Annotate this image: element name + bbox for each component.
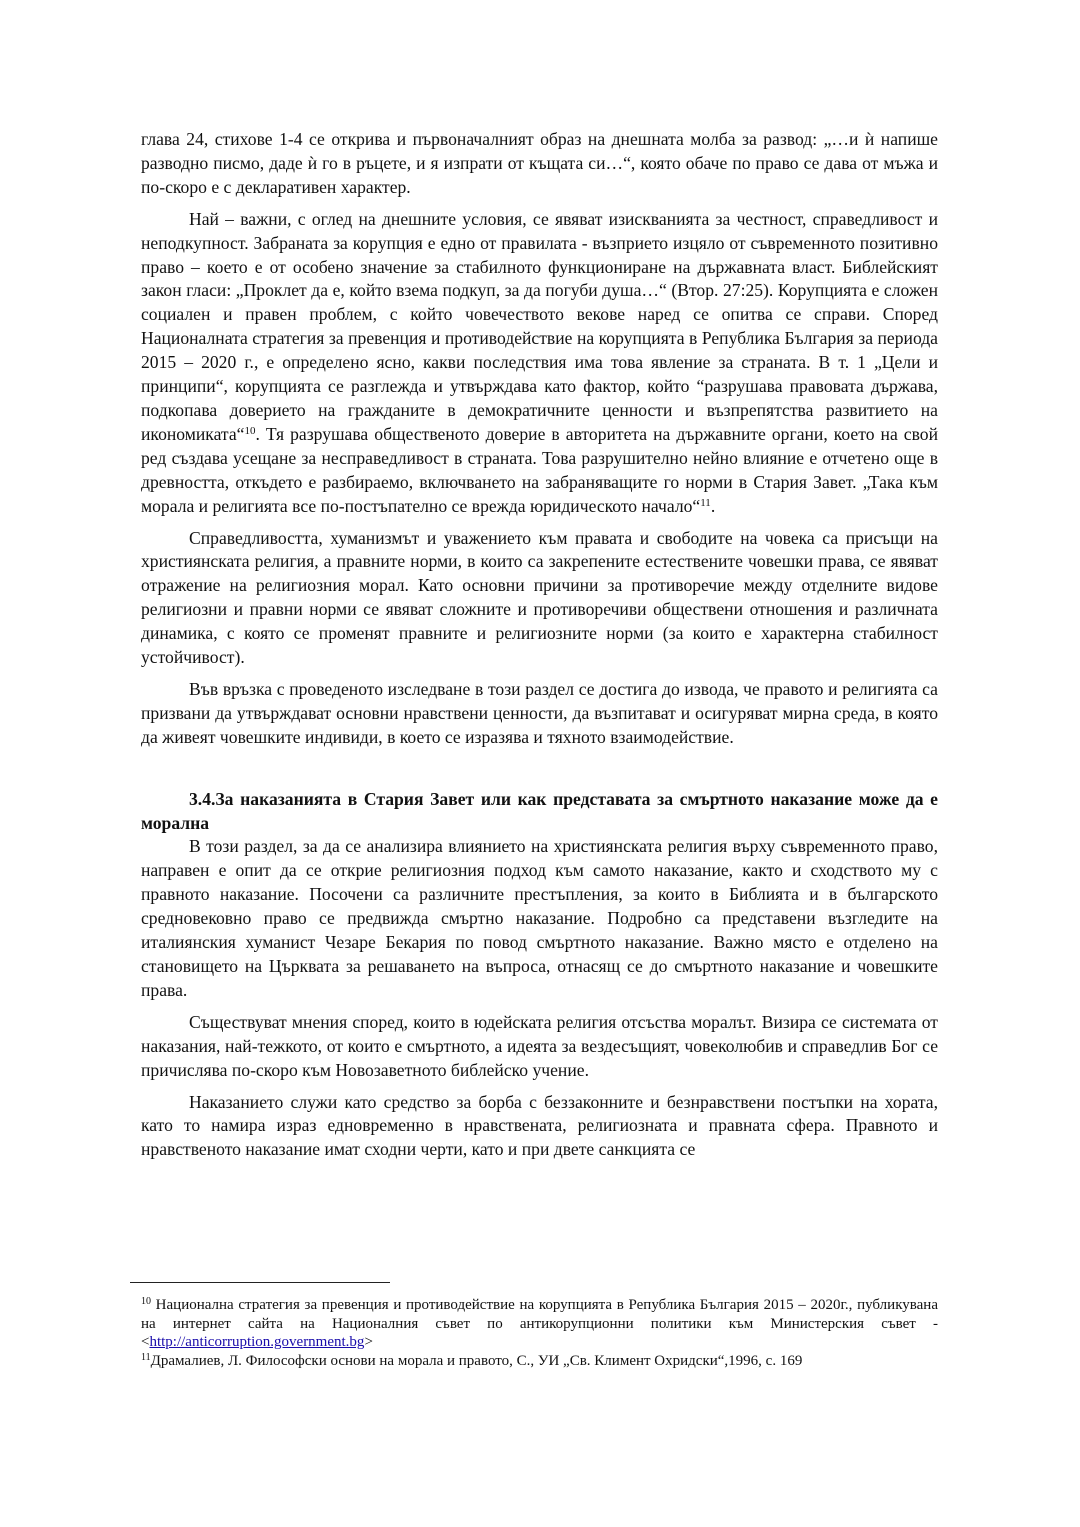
footnote-10-text: Национална стратегия за превенция и противодействие на корупцията в Република България 2015 – 2020г., публикувана на интернет сайта на Националния съвет по антикорупционни политики към Министерския съвет - <	[141, 1297, 938, 1351]
paragraph-4: Във връзка с проведеното изследване в този раздел се достига до извода, че правото и религията са призвани да утвърждават основни нравствени ценности, да възпитават и осигуряват мирна среда, в която да живеят човешките индивиди, в което се изразява и тяхното взаимодействие.	[141, 678, 938, 747]
footnote-10	[141, 1296, 938, 1352]
paragraph-3: Справедливостта, хуманизмът и уважението към правата и свободите на човека са присъщи на християнската религия, а правните норми, в които са закрепените естествените човешки права, се явяват отражение на религиозния морал. Като основни причини за противоречие между отделните видове религиозни и правни норми се явяват сложните и противоречиви обществени отношения и различната динамика, с която се променят правните и религиозните норми (за които е характерна стабилност устойчивост).	[141, 527, 938, 668]
paragraph-7: Наказанието служи като средство за борба с беззаконните и безнравствени постъпки на хората, като то намира израз едновременно в нравствената, религиозната и правната сфера. Правното и нравственото наказание имат сходни черти, като и при двете санкцията се	[141, 1091, 938, 1160]
footnotes	[141, 1296, 938, 1370]
paragraph-2-text-a: Най – важни, с оглед на днешните условия, се явяват изискванията за честност, справедливост и неподкупност. Забраната за корупция е едно от правилата - възприето изцяло от съвременното позитивно право – което е от особено значение за стабилното функциониране на държавната власт. Библейският закон гласи: „Проклет да е, който взема подкуп, за да погуби душа…“ (Втор. 27:25). Корупцията е сложен социален и правен проблем, с който човечеството векове наред се опитва се справи. Според Националната стратегия за превенция и противодействие на корупцията в Република България за периода 2015 – 2020 г., е определено ясно, какви последствия има това явление за страната. В т. 1 „Цели и принципи“, корупцията се разглежда и утвърждава като фактор, който “разрушава правовата държава, подкопава доверието на гражданите в демократичните ценности и възпрепятства развитието на икономиката“	[141, 208, 938, 444]
footnote-11	[141, 1352, 938, 1371]
footnote-ref-11[interactable]: 11	[700, 496, 711, 509]
paragraph-2-text-b: . Тя разрушава общественото доверие в авторитета на държавните органи, което на свой ред създава усещане за несправедливост в страната. Това разрушително нейно влияние е отчетено още в древността, откъдето е разбираемо, включването на забраняващите го норми в Стария Завет. „Така към морала и религията все по-постъпателно се врежда юридическото начало“	[141, 423, 938, 516]
footnote-10-number: 10	[141, 1296, 151, 1307]
main-text	[141, 128, 938, 1170]
footnote-ref-10[interactable]: 10	[244, 424, 256, 437]
footnote-divider	[130, 1282, 390, 1283]
paragraph-2	[141, 208, 938, 519]
paragraph-6: Съществуват мнения според, които в юдейската религия отсъства моралът. Визира се системата от наказания, най-тежкото, от които е смъртното, а идеята за вездесъщият, човеколюбив и справедлив Бог се причислява по-скоро към Новозаветното библейско учение.	[141, 1011, 938, 1080]
footnote-11-number: 11	[141, 1351, 151, 1363]
footnote-11-text: Драмалиев, Л. Философски основи на морала и правото, С., УИ „Св. Климент Охридски“,1996, с. 169	[150, 1352, 803, 1369]
section-heading: 3.4.За наказанията в Стария Завет или как представата за смъртното наказание може да е морална	[141, 788, 938, 833]
paragraph-1: глава 24, стихове 1-4 се открива и първоначалният образ на днешната молба за развод: „…и ѝ напише разводно писмо, даде ѝ го в ръцете, и я изпрати от къщата си…“, която обаче по право се дава от мъжа и по-скоро е с декларативен характер.	[141, 129, 938, 197]
paragraph-2-text-c: .	[710, 495, 716, 516]
paragraph-5: В този раздел, за да се анализира влиянието на християнската религия върху съвременното право, направен е опит да се открие религиозния подход към самото наказание, както и сходството му с правното наказание. Посочени са различните престъпления, за които в Библията и в българското средновековно право се предвижда смъртно наказание. Подробно са представени възгледите на италиянския хуманист Чезаре Бекария по повод смъртното наказание. Важно място е отделено на становището на Църквата за решаването на въпроса, отнасящ се до смъртното наказание и човешките права.	[141, 836, 938, 1000]
footnote-10-link[interactable]: http://anticorruption.government.bg	[149, 1334, 365, 1351]
footnote-10-end: >	[364, 1334, 373, 1351]
